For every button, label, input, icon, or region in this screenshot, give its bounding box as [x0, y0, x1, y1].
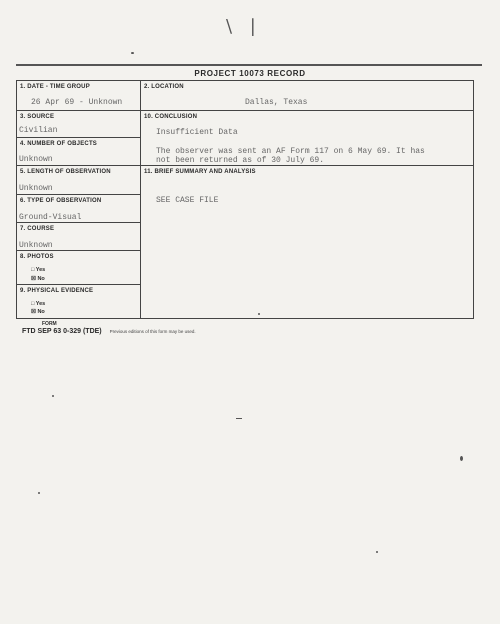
conclusion-value: Insufficient Data	[156, 128, 238, 137]
top-rule	[16, 64, 482, 66]
photos-label: 8. PHOTOS	[20, 254, 54, 260]
source-value: Civilian	[19, 126, 58, 135]
form-title: PROJECT 10073 RECORD	[194, 69, 306, 78]
photos-yes-checkbox[interactable]: □ Yes	[31, 267, 46, 273]
conclusion-note-line-1: The observer was sent an AF Form 117 on 6 May 69. It has	[156, 147, 425, 156]
course-label: 7. COURSE	[20, 226, 55, 232]
length-of-observation-label: 5. LENGTH OF OBSERVATION	[20, 169, 111, 175]
brief-summary-label: 11. BRIEF SUMMARY AND ANALYSIS	[144, 169, 256, 175]
brief-summary-value: SEE CASE FILE	[156, 196, 219, 205]
footer-form-word: FORM	[42, 321, 57, 327]
source-label: 3. SOURCE	[20, 114, 55, 120]
physical-evidence-cell	[17, 285, 140, 318]
length-of-observation-value: Unknown	[19, 184, 53, 193]
form-footer	[22, 321, 196, 335]
number-of-objects-label: 4. NUMBER OF OBJECTS	[20, 141, 98, 147]
physical-evidence-label: 9. PHYSICAL EVIDENCE	[20, 288, 94, 294]
scan-speck	[52, 395, 54, 397]
photos-no-checkbox[interactable]: ☒ No	[31, 276, 45, 282]
footer-note: Previous editions of this form may be used.	[109, 329, 196, 334]
number-of-objects-cell	[17, 138, 140, 166]
footer-form-id: FTD SEP 63 0-329 (TDE)	[22, 328, 102, 335]
physical-evidence-yes-checkbox[interactable]: □ Yes	[31, 301, 46, 307]
course-cell	[17, 223, 140, 251]
length-of-observation-cell	[17, 166, 140, 195]
conclusion-label: 10. CONCLUSION	[144, 114, 198, 120]
location-value: Dallas, Texas	[245, 98, 308, 107]
type-of-observation-value: Ground-Visual	[19, 213, 82, 222]
scan-speck	[38, 492, 40, 494]
conclusion-cell	[141, 111, 473, 166]
record-form	[16, 80, 474, 319]
scan-speck	[258, 313, 260, 315]
date-time-cell	[17, 81, 140, 111]
brief-summary-cell	[141, 166, 473, 318]
location-label: 2. LOCATION	[144, 84, 184, 90]
photos-cell	[17, 251, 140, 285]
conclusion-note-line-2: not been returned as of 30 July 69.	[156, 156, 325, 165]
source-cell	[17, 111, 140, 138]
scan-speck	[460, 456, 463, 461]
number-of-objects-value: Unknown	[19, 155, 53, 164]
scan-speck	[376, 551, 378, 553]
scan-speck	[236, 418, 242, 419]
date-time-label: 1. DATE - TIME GROUP	[20, 84, 90, 90]
course-value: Unknown	[19, 241, 53, 250]
location-cell	[141, 81, 473, 111]
type-of-observation-label: 6. TYPE OF OBSERVATION	[20, 198, 102, 204]
physical-evidence-no-checkbox[interactable]: ☒ No	[31, 309, 45, 315]
type-of-observation-cell	[17, 195, 140, 223]
handwritten-mark: \ |	[226, 16, 262, 37]
scan-speck	[131, 52, 134, 54]
date-time-value: 26 Apr 69 - Unknown	[31, 98, 123, 107]
